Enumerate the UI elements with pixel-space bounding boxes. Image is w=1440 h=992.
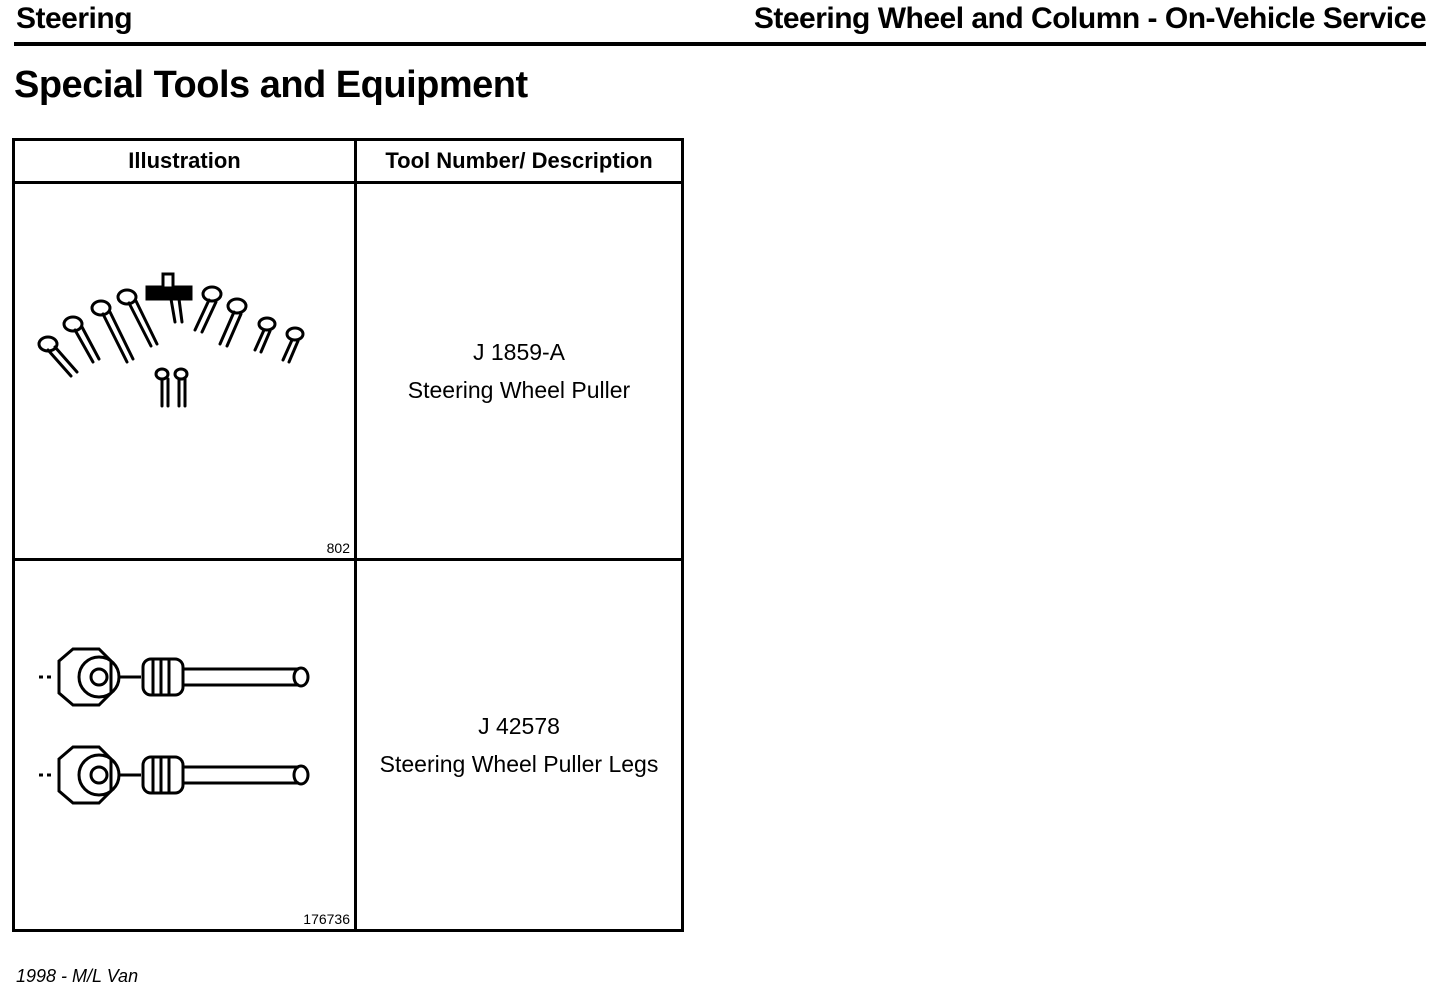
figure-number: 176736 <box>303 911 350 927</box>
column-header-tool-description: Tool Number/ Description <box>385 148 653 173</box>
table-row-2-illustration <box>15 561 354 929</box>
column-header-illustration: Illustration <box>128 148 241 173</box>
table-row-1-illustration <box>15 184 354 558</box>
tool-description: Steering Wheel Puller <box>407 377 631 403</box>
tool-number: J 42578 <box>478 713 560 739</box>
tool-number: J 1859-A <box>472 339 566 365</box>
tool-description: Steering Wheel Puller Legs <box>379 751 659 777</box>
header-section-title: Steering <box>16 2 133 35</box>
table-row-1-description <box>357 184 681 558</box>
puller-legs-illustration <box>15 561 354 929</box>
page-title: Special Tools and Equipment <box>14 64 528 106</box>
page-footer: 1998 - M/L Van <box>16 966 139 986</box>
figure-number: 802 <box>326 540 350 556</box>
table-row-2-description <box>357 561 681 929</box>
steering-wheel-puller-bolts-illustration <box>15 184 354 558</box>
header-divider <box>14 42 1426 46</box>
header-chapter-title: Steering Wheel and Column - On-Vehicle Service <box>753 2 1426 35</box>
special-tools-table <box>12 138 684 932</box>
